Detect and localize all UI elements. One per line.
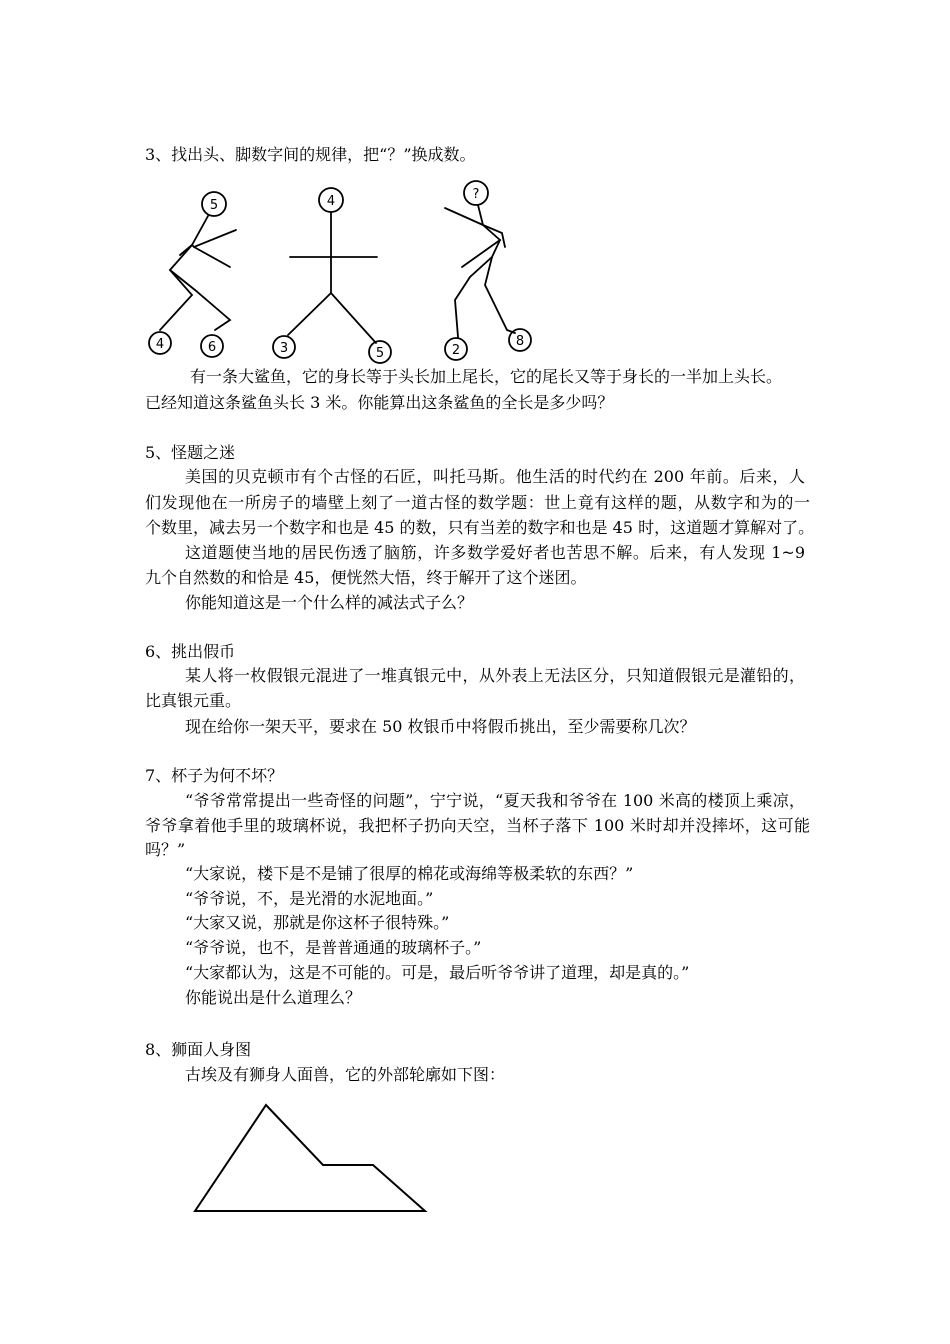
q7-line-6: “大家又说，那就是你这杯子很特殊。” xyxy=(185,913,450,932)
q8-title: 8、狮面人身图 xyxy=(145,1040,252,1059)
q6-line-2: 比真银元重。 xyxy=(145,691,242,710)
q7-line-2: 爷爷拿着他手里的玻璃杯说，我把杯子扔向天空，当杯子落下 100 米时却并没摔坏，这可能 xyxy=(145,816,810,835)
figure3-head-label: ? xyxy=(472,187,480,202)
figure2-foot-right-label: 5 xyxy=(375,346,385,361)
q4-line-2: 已经知道这条鲨鱼头长 3 米。你能算出这条鲨鱼的全长是多少吗？ xyxy=(145,393,614,412)
q6-line-1: 某人将一枚假银元混进了一堆真银元中，从外表上无法区分，只知道假银元是灌铅的， xyxy=(185,666,805,685)
q5-line-1: 美国的贝克顿市有个古怪的石匠，叫托马斯。他生活的时代约在 200 年前。后来，人 xyxy=(185,467,805,486)
q5-line-4: 这道题使当地的居民伤透了脑筋，许多数学爱好者也苦思不解。后来，有人发现 1~9 xyxy=(185,543,805,562)
figure1-head-label: 5 xyxy=(209,198,219,213)
figure2-head-label: 4 xyxy=(326,194,336,209)
q7-line-8: “大家都认为，这是不可能的。可是，最后听爷爷讲了道理，却是真的。” xyxy=(185,963,690,982)
figure1-foot-left-label: 4 xyxy=(155,337,165,352)
q7-line-7: “爷爷说，也不，是普普通通的玻璃杯子。” xyxy=(185,938,482,957)
figure3-foot-left-label: 2 xyxy=(451,343,461,358)
q7-line-4: “大家说，楼下是不是铺了很厚的棉花或海绵等极柔软的东西？” xyxy=(185,864,634,883)
q6-line-3: 现在给你一架天平，要求在 50 枚银币中将假币挑出，至少需要称几次？ xyxy=(185,717,696,736)
q7-line-3: 吗？” xyxy=(145,840,186,859)
q5-line-3: 个数里，减去另一个数字和也是 45 的数，只有当差的数字和也是 45 时，这道题才算解对了。 xyxy=(145,518,815,537)
q3-title: 3、找出头、脚数字间的规律，把“？”换成数。 xyxy=(145,145,476,164)
q7-title: 7、杯子为何不坏？ xyxy=(145,766,284,785)
q5-line-6: 你能知道这是一个什么样的减法式子么？ xyxy=(185,593,474,612)
stick-figure-2 xyxy=(273,188,391,363)
q7-line-5: “爷爷说，不，是光滑的水泥地面。” xyxy=(185,889,434,908)
q5-title: 5、怪题之迷 xyxy=(145,443,236,462)
figure3-foot-right-label: 8 xyxy=(515,334,525,349)
q8-line-1: 古埃及有狮身人面兽，它的外部轮廓如下图： xyxy=(185,1065,506,1084)
stick-figures-diagram xyxy=(140,175,560,375)
figure1-foot-right-label: 6 xyxy=(207,340,217,355)
sphinx-outline-diagram xyxy=(188,1098,438,1218)
stick-figure-1 xyxy=(149,192,236,357)
q5-line-5: 九个自然数的和恰是 45，便恍然大悟，终于解开了这个迷团。 xyxy=(145,568,587,587)
figure2-foot-left-label: 3 xyxy=(279,341,289,356)
q7-line-1: “爷爷常常提出一些奇怪的问题”，宁宁说，“夏天我和爷爷在 100 米高的楼顶上乘凉， xyxy=(185,791,805,810)
q4-line-1: 有一条大鲨鱼，它的身长等于头长加上尾长，它的尾长又等于身长的一半加上头长。 xyxy=(190,367,783,386)
q5-line-2: 们发现他在一所房子的墙壁上刻了一道古怪的数学题：世上竟有这样的题，从数字和为的一 xyxy=(145,493,810,512)
q6-title: 6、挑出假币 xyxy=(145,642,236,661)
q7-line-9: 你能说出是什么道理么？ xyxy=(185,988,362,1007)
